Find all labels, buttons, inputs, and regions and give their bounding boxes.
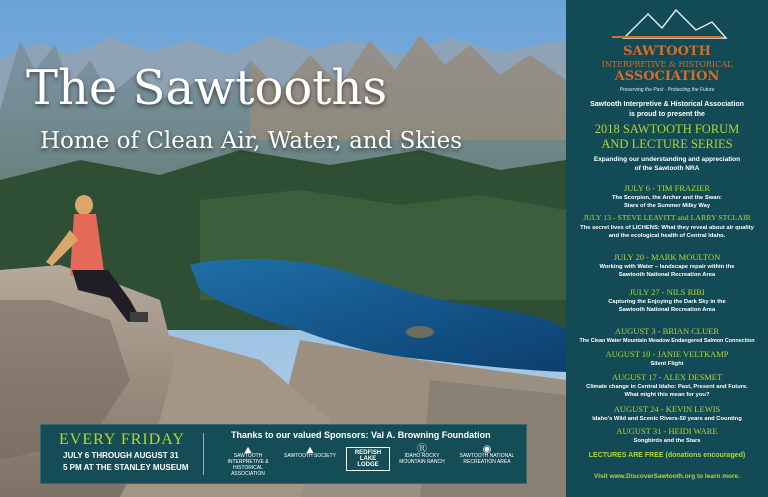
intro-line2: is proud to present the <box>629 111 705 118</box>
event-heading: AUGUST 31 - HEIDI WARE <box>616 426 718 436</box>
sponsor-logo-idaho-rocky-mountain-ranch: Ⓡ IDAHO ROCKY MOUNTAIN RANCH <box>399 444 445 465</box>
lecture-series-panel <box>566 0 768 497</box>
sponsor-logo-snra: ◉ SAWTOOTH NATIONAL RECREATION AREA <box>459 444 515 465</box>
every-friday-headline: EVERY FRIDAY <box>59 431 185 448</box>
event-description: Idaho's Wild and Scenic Rivers-50 years and Counting <box>592 416 742 422</box>
event-heading: AUGUST 17 - ALEX DESMET <box>611 372 723 382</box>
org-name-line3: ASSOCIATION <box>614 69 720 84</box>
event-description: Sawtooth National Recreation Area <box>618 307 716 313</box>
time-location: 5 PM AT THE STANLEY MUSEUM <box>63 463 189 472</box>
org-name-line1: SAWTOOTH <box>623 44 711 59</box>
date-range: JULY 6 THROUGH AUGUST 31 <box>63 451 179 460</box>
event-heading: JULY 6 - TIM FRAZIER <box>623 183 711 193</box>
sponsor-logo-sawtooth-society: ⛰ SAWTOOTH SOCIETY <box>284 445 336 459</box>
event-description: Capturing the Enjoying the Dark Sky in the <box>608 299 726 305</box>
event-description: Working with Water – landscape repair within the <box>599 264 735 270</box>
event-heading: JULY 13 - STEVE LEAVITT and LARRY STCLAIR <box>583 213 751 222</box>
event-description: Stars of the Summer Milky Way <box>623 203 711 209</box>
event-heading: JULY 27 - NILS RIBI <box>629 287 705 297</box>
sponsors-title: Thanks to our valued Sponsors: Val A. Browning Foundation <box>231 430 491 440</box>
org-tagline: Preserving the Past · Protecting the Future <box>619 87 715 93</box>
sponsor-logo-redfish-lake-lodge: REDFISH LAKE LODGE <box>346 447 390 471</box>
event-heading: AUGUST 24 - KEVIN LEWIS <box>613 404 721 414</box>
event-heading: JULY 20 - MARK MOULTON <box>613 252 721 262</box>
sponsor-logo-sihs: ⛰ SAWTOOTH INTERPRETIVE & HISTORICAL ASSOCIATION <box>227 445 269 477</box>
event-heading: AUGUST 10 - JANIE VELTKAMP <box>605 349 729 359</box>
event-description: Silent Flight <box>650 361 684 367</box>
hero-subtitle: Home of Clean Air, Water, and Skies <box>40 128 463 154</box>
expanding-line2: of the Sawtooth NRA <box>634 165 700 172</box>
series-title-line1: 2018 SAWTOOTH FORUM <box>594 122 740 136</box>
event-description: The secret lives of LICHENS: What they reveal about air quality <box>580 225 754 231</box>
series-title-line2: AND LECTURE SERIES <box>601 137 733 151</box>
visit-website-link[interactable]: Visit www.DiscoverSawtooth.org to learn more. <box>594 473 740 480</box>
banner-divider <box>203 433 204 475</box>
intro-line1: Sawtooth Interpretive & Historical Association <box>590 101 744 108</box>
event-description: The Clean Water Mountain Meadow Endangered Salmon Connection <box>579 338 755 344</box>
event-description: The Scorpion, the Archer and the Swan: <box>612 195 722 201</box>
org-name-line2: INTERPRETIVE & HISTORICAL <box>601 60 733 69</box>
expanding-line1: Expanding our understanding and appreciation <box>593 156 741 163</box>
event-description: What might this mean for you? <box>624 392 710 398</box>
lectures-free-note: LECTURES ARE FREE (donations encouraged) <box>588 452 746 459</box>
event-heading: AUGUST 3 - BRIAN CLUER <box>614 326 720 336</box>
hero-title: The Sawtooths <box>26 60 388 116</box>
every-friday-banner <box>40 424 527 484</box>
event-description: Songbirds and the Stars <box>633 438 701 444</box>
event-description: Climate change in Central Idaho: Past, Present and Future. <box>586 384 748 390</box>
sihs-mountain-logo-icon <box>566 0 768 44</box>
event-description: Sawtooth National Recreation Area <box>618 272 716 278</box>
event-description: and the ecological health of Central Idaho. <box>608 233 726 239</box>
